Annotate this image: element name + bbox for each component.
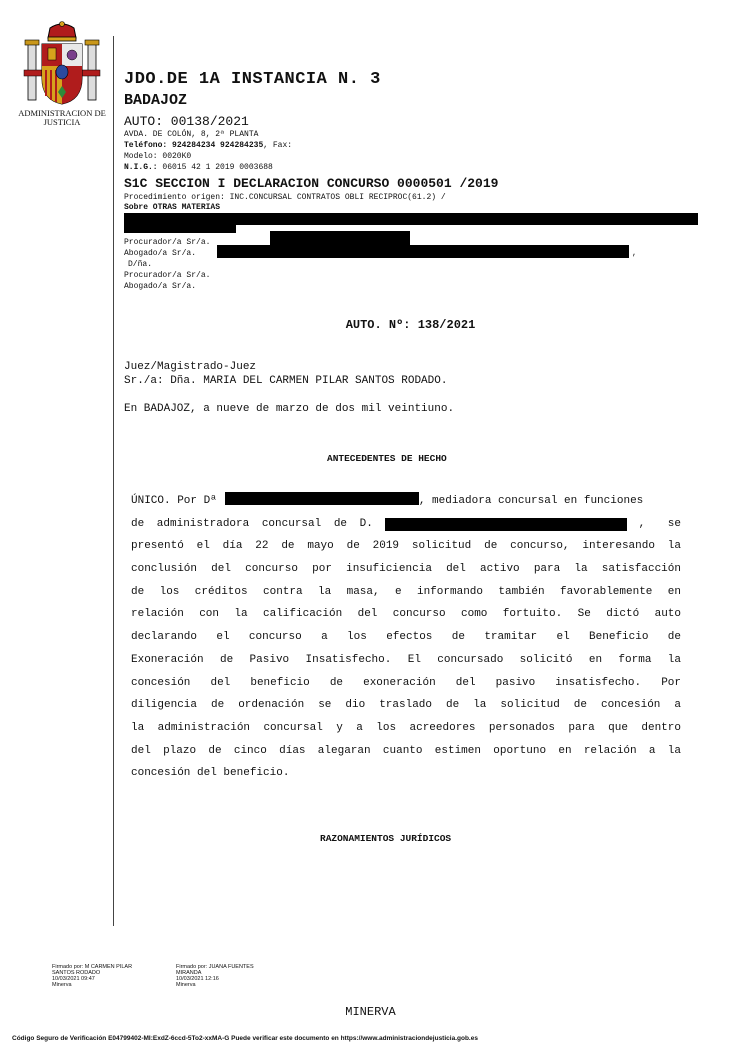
paragraph-line xyxy=(131,513,681,536)
paragraph-line: de los créditos contra la masa, e informando también favorablemente en xyxy=(131,585,681,598)
signature-line: Minerva xyxy=(176,982,196,988)
fax-label: , Fax: xyxy=(263,141,293,150)
nig-label: N.I.G.: xyxy=(124,163,158,172)
model-code: Modelo: 0020K0 xyxy=(124,152,192,161)
abogado-1: Abogado/a Sr/a. xyxy=(124,249,197,258)
auto-reference: AUTO: 00138/2021 xyxy=(124,114,249,129)
redaction-bar xyxy=(124,225,236,233)
paragraph-line: conclusión del concurso por insuficiencia del activo para la satisfacción xyxy=(131,563,681,576)
redaction-bar xyxy=(225,492,419,505)
abogado-2: Abogado/a Sr/a. xyxy=(124,282,197,291)
phone-value: 924284234 924284235 xyxy=(172,141,264,150)
court-city: BADAJOZ xyxy=(124,92,188,109)
court-phone xyxy=(124,141,292,151)
court-address: AVDA. DE COLÓN, 8, 2ª PLANTA xyxy=(124,130,259,139)
paragraph-text: de administradora concursal de D. xyxy=(131,517,373,530)
margin-line xyxy=(113,36,114,926)
signature-line: Firmado por: JUANA FUENTES xyxy=(176,964,254,970)
party-2-label: D/ña. xyxy=(128,260,153,269)
paragraph-text: , mediadora concursal en funciones xyxy=(418,495,644,507)
heading-legal: RAZONAMIENTOS JURÍDICOS xyxy=(320,833,452,844)
judge-title: Juez/Magistrado-Juez xyxy=(124,361,257,373)
paragraph-line: concesión del beneficio. xyxy=(131,767,290,780)
redaction-bar xyxy=(124,213,698,225)
coat-of-arms-icon xyxy=(22,20,102,108)
paragraph-text: ÚNICO. Por Dª xyxy=(131,495,217,507)
redaction-bar xyxy=(217,245,629,258)
procurador-1: Procurador/a Sr/a. xyxy=(124,238,211,247)
signature-block xyxy=(52,964,132,988)
signature-line: SANTOS RODADO xyxy=(52,970,101,976)
court-title: JDO.DE 1A INSTANCIA N. 3 xyxy=(124,70,381,89)
place-date: En BADAJOZ, a nueve de marzo de dos mil veintiuno. xyxy=(124,403,455,415)
paragraph-line: Exoneración de Pasivo Insatisfecho. El concursado solicitó en forma la xyxy=(131,653,681,666)
paragraph-line: del plazo de cinco días alegaran cuanto estimen oportuno en relación a la xyxy=(131,744,681,757)
signature-line: Minerva xyxy=(52,982,72,988)
phone-label: Teléfono: xyxy=(124,141,168,150)
paragraph-line: relación con la calificación del concurso como fortuito. Se dictó auto xyxy=(131,608,681,621)
redaction-bar xyxy=(270,231,410,245)
comma: , xyxy=(632,249,637,258)
footer-minerva: MINERVA xyxy=(345,1005,396,1019)
paragraph-line: declarando el concurso a los efectos de tramitar el Beneficio de xyxy=(131,631,681,644)
signature-line: 10/03/2021 09:47 xyxy=(52,976,95,982)
signature-block xyxy=(176,964,254,988)
section-title: S1C SECCION I DECLARACION CONCURSO 0000501 /2019 xyxy=(124,176,499,191)
nig-line xyxy=(124,163,273,173)
auto-number: AUTO. Nº: 138/2021 xyxy=(345,318,476,332)
verification-code: Código Seguro de Verificación E04799402-MI:ExdZ-6ccd-5To2-xxMA-G Puede verificar este documento en https://www.administraciondejusticia.gob.es xyxy=(12,1035,478,1042)
heading-facts: ANTECEDENTES DE HECHO xyxy=(327,453,447,464)
signature-line: Firmado por: M CARMEN PILAR xyxy=(52,964,133,970)
paragraph-text: , se xyxy=(638,517,681,530)
paragraph-line: diligencia de ordenación se dio traslado de la solicitud de concesión a xyxy=(131,699,681,712)
paragraph-line: la administración concursal y a los acreedores personados para que dentro xyxy=(131,721,681,734)
facts-paragraph xyxy=(131,490,681,785)
judge-name: Sr./a: Dña. MARIA DEL CARMEN PILAR SANTOS RODADO. xyxy=(124,375,448,387)
procurador-2: Procurador/a Sr/a. xyxy=(124,271,211,280)
paragraph-line: concesión del beneficio de exoneración del pasivo insatisfecho. Por xyxy=(131,676,681,689)
paragraph-line xyxy=(131,490,681,513)
administration-label: ADMINISTRACION DE JUSTICIA xyxy=(18,108,106,127)
procedure-origin: Procedimiento origen: INC.CONCURSAL CONTRATOS OBLI RECIPROC(61.2) / xyxy=(124,193,446,202)
paragraph-line: presentó el día 22 de mayo de 2019 solicitud de concurso, interesando la xyxy=(131,540,681,553)
signature-line: MIRANDA xyxy=(176,970,202,976)
redaction-bar xyxy=(385,518,627,531)
subject-line: Sobre OTRAS MATERIAS xyxy=(124,203,221,212)
signature-line: 10/03/2021 12:16 xyxy=(176,976,219,982)
nig-value: 06015 42 1 2019 0003688 xyxy=(162,163,273,172)
